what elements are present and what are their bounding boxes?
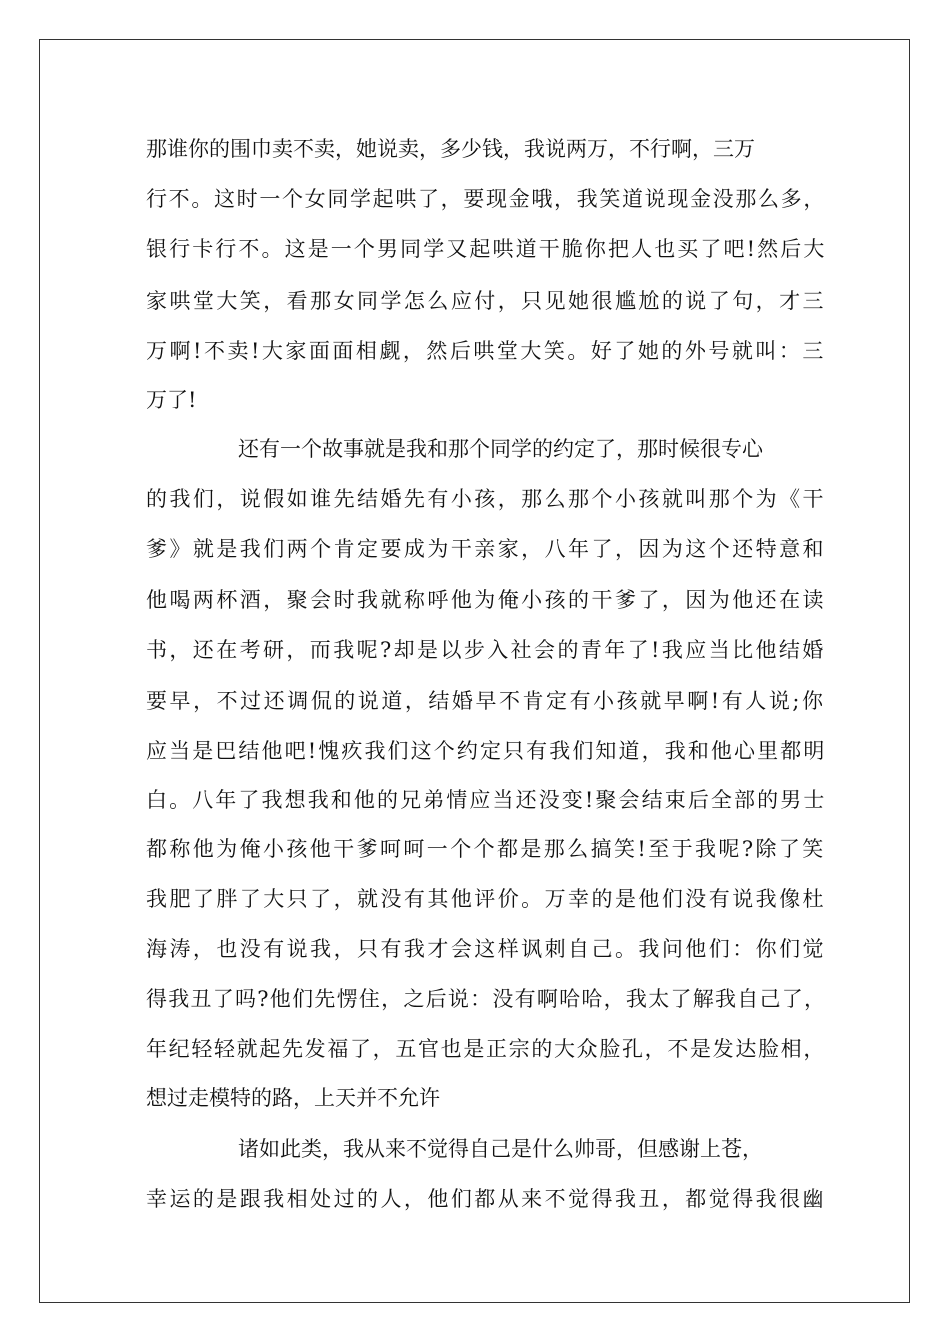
text-line: 年纪轻轻就起先发福了，五官也是正宗的大众脸孔，不是发达脸相， [146,1037,827,1061]
text-line: 幸运的是跟我相处过的人，他们都从来不觉得我丑，都觉得我很幽 [146,1187,826,1211]
text-line: 书，还在考研，而我呢?却是以步入社会的青年了!我应当比他结婚 [146,638,826,662]
text-line: 还有一个故事就是我和那个同学的约定了，那时候很专心 [238,437,763,461]
text-line: 都称他为俺小孩他干爹呵呵一个个都是那么搞笑!至于我呢?除了笑 [146,837,826,861]
text-line: 想过走模特的路，上天并不允许 [146,1086,440,1110]
page-frame [39,39,910,1303]
text-line: 银行卡行不。这是一个男同学又起哄道干脆你把人也买了吧!然后大 [146,237,827,261]
text-line: 海涛，也没有说我，只有我才会这样讽刺自己。我问他们：你们觉 [146,937,826,961]
text-line: 万了! [146,388,197,412]
text-line: 家哄堂大笑，看那女同学怎么应付，只见她很尴尬的说了句，才三 [146,289,826,313]
text-line: 诸如此类，我从来不觉得自己是什么帅哥，但感谢上苍， [238,1137,763,1161]
text-line: 那谁你的围巾卖不卖，她说卖，多少钱，我说两万，不行啊，三万 [146,137,755,161]
text-line: 要早，不过还调侃的说道，结婚早不肯定有小孩就早啊!有人说;你 [146,689,826,713]
text-line: 万啊!不卖!大家面面相觑，然后哄堂大笑。好了她的外号就叫：三 [146,339,826,363]
text-line: 应当是巴结他吧!愧疚我们这个约定只有我们知道，我和他心里都明 [146,739,827,763]
text-line: 爹》就是我们两个肯定要成为干亲家，八年了，因为这个还特意和 [146,537,826,561]
text-line: 行不。这时一个女同学起哄了，要现金哦，我笑道说现金没那么多， [146,187,827,211]
text-line: 得我丑了吗?他们先愣住，之后说：没有啊哈哈，我太了解我自己了， [146,987,827,1011]
text-line: 我肥了胖了大只了，就没有其他评价。万幸的是他们没有说我像杜 [146,887,826,911]
text-line: 白。八年了我想我和他的兄弟情应当还没变!聚会结束后全部的男士 [146,788,827,812]
text-line: 的我们，说假如谁先结婚先有小孩，那么那个小孩就叫那个为《干 [146,487,826,511]
text-line: 他喝两杯酒，聚会时我就称呼他为俺小孩的干爹了，因为他还在读 [146,588,826,612]
